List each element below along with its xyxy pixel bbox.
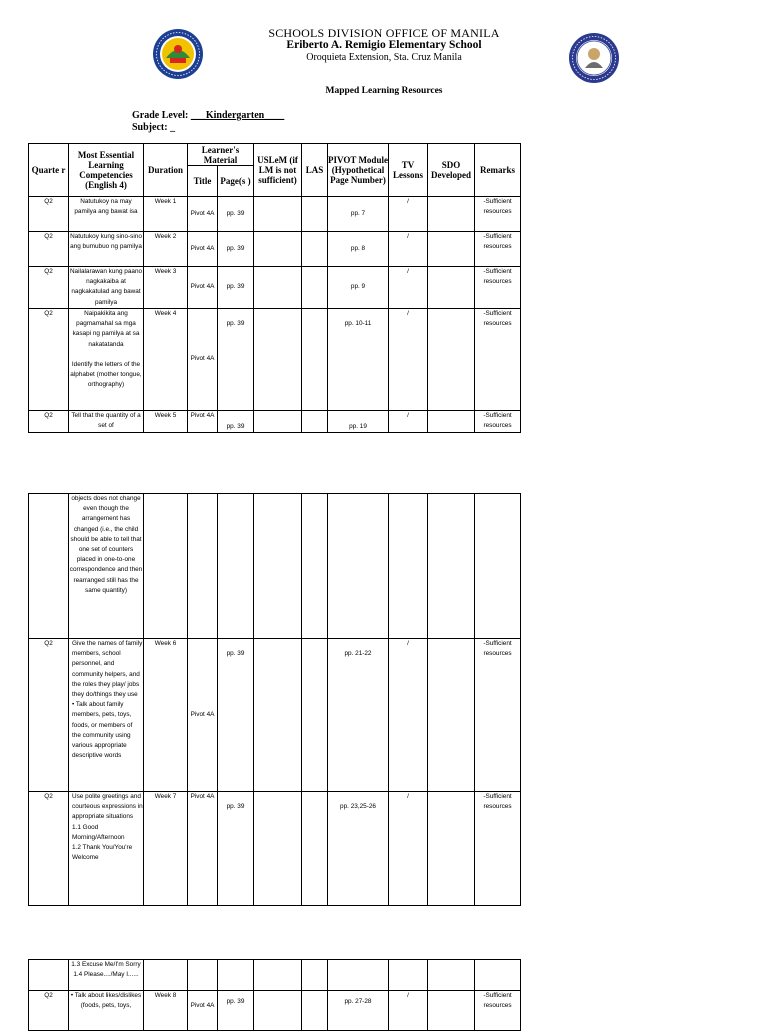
grade-level-line (132, 110, 284, 121)
sdo-cell (428, 267, 475, 309)
lm-title-cell: Pivot 4A (188, 411, 218, 433)
sdo-cell (428, 197, 475, 232)
header-duration: Duration (144, 144, 188, 197)
quarter-cell: Q2 (29, 411, 69, 433)
pivot-cell (328, 494, 389, 639)
quarter-cell: Q2 (29, 309, 69, 411)
lm-pages-cell: pp. 39 (218, 309, 254, 411)
tv-lessons-cell (389, 494, 428, 639)
lm-pages-cell: pp. 39 (218, 411, 254, 433)
pivot-cell: pp. 21-22 (328, 639, 389, 792)
las-cell (302, 232, 328, 267)
duration-cell: Week 3 (144, 267, 188, 309)
duration-cell (144, 960, 188, 991)
lm-title-cell: Pivot 4A (188, 267, 218, 309)
lm-pages-cell: pp. 39 (218, 991, 254, 1031)
remarks-cell: -Sufficient resources (475, 309, 521, 411)
tv-lessons-cell (389, 960, 428, 991)
table-row (29, 232, 521, 267)
quarter-cell: Q2 (29, 267, 69, 309)
header-tv-lessons: TV Lessons (389, 144, 428, 197)
sdo-cell (428, 309, 475, 411)
header-pivot: PIVOT Module (Hypothetical Page Number) (328, 144, 389, 197)
uslem-cell (254, 232, 302, 267)
table-row (29, 960, 521, 991)
lm-title-cell: Pivot 4A (188, 991, 218, 1031)
lm-title-cell: Pivot 4A (188, 197, 218, 232)
competency-cell: • Talk about likes/dislikes (foods, pets, toys, (69, 991, 144, 1031)
pivot-cell (328, 960, 389, 991)
remarks-cell: -Sufficient resources (475, 232, 521, 267)
header-las: LAS (302, 144, 328, 197)
subject-line (132, 122, 175, 133)
uslem-cell (254, 411, 302, 433)
tv-lessons-cell: / (389, 309, 428, 411)
las-cell (302, 792, 328, 906)
quarter-cell (29, 494, 69, 639)
tv-lessons-cell: / (389, 411, 428, 433)
uslem-cell (254, 792, 302, 906)
header-quarter: Quarte r (29, 144, 69, 197)
header-remarks: Remarks (475, 144, 521, 197)
uslem-cell (254, 267, 302, 309)
remarks-cell: -Sufficient resources (475, 267, 521, 309)
lm-pages-cell: pp. 39 (218, 197, 254, 232)
duration-cell: Week 4 (144, 309, 188, 411)
lm-title-cell: Pivot 4A (188, 639, 218, 792)
table-row (29, 639, 521, 792)
competency-cell: 1.3 Excuse Me/I'm Sorry 1.4 Please..../May I...... (69, 960, 144, 991)
las-cell (302, 960, 328, 991)
las-cell (302, 309, 328, 411)
pivot-cell: pp. 10-11 (328, 309, 389, 411)
lm-pages-cell: pp. 39 (218, 267, 254, 309)
las-cell (302, 197, 328, 232)
table-row (29, 309, 521, 411)
duration-cell: Week 2 (144, 232, 188, 267)
sdo-cell (428, 991, 475, 1031)
tv-lessons-cell: / (389, 197, 428, 232)
duration-cell: Week 5 (144, 411, 188, 433)
remarks-cell (475, 960, 521, 991)
uslem-cell (254, 639, 302, 792)
tv-lessons-cell: / (389, 232, 428, 267)
subject-label: Subject: (132, 122, 168, 133)
lm-pages-cell (218, 960, 254, 991)
subject-value: _ (170, 122, 176, 133)
competency-cell: Give the names of family members, school personnel, and community helpers, and the roles they play/ jobs they do/things they use • Talk about family members, pets, toys, foods, or members of the community using various appropriate descriptive words (69, 639, 144, 792)
duration-cell: Week 7 (144, 792, 188, 906)
lm-pages-cell: pp. 39 (218, 232, 254, 267)
duration-cell (144, 494, 188, 639)
tv-lessons-cell: / (389, 639, 428, 792)
quarter-cell: Q2 (29, 639, 69, 792)
sdo-cell (428, 639, 475, 792)
competency-cell: Use polite greetings and courteous expressions in appropriate situations 1.1 Good Morning/Afternoon 1.2 Thank You/You're Welcome (69, 792, 144, 906)
pivot-cell: pp. 8 (328, 232, 389, 267)
sdo-cell (428, 960, 475, 991)
sdo-cell (428, 792, 475, 906)
header-uslem: USLeM (if LM is not sufficient) (254, 144, 302, 197)
remarks-cell (475, 494, 521, 639)
remarks-cell: -Sufficient resources (475, 991, 521, 1031)
table-row (29, 792, 521, 906)
header-pages: Page(s ) (218, 166, 254, 197)
competency-cell: objects does not change even though the arrangement has changed (i.e., the child should be able to tell that one set of counters placed in one-to-one correspondence and then rearranged still has the same quantity) (69, 494, 144, 639)
tv-lessons-cell: / (389, 792, 428, 906)
las-cell (302, 991, 328, 1031)
header-competencies: Most Essential Learning Competencies (English 4) (69, 144, 144, 197)
lm-title-cell: Pivot 4A (188, 792, 218, 906)
header-sdo-developed: SDO Developed (428, 144, 475, 197)
remarks-cell: -Sufficient resources (475, 792, 521, 906)
pivot-cell: pp. 23,25-26 (328, 792, 389, 906)
las-cell (302, 411, 328, 433)
pivot-cell: pp. 19 (328, 411, 389, 433)
resources-table-part-1 (28, 143, 521, 433)
quarter-cell (29, 960, 69, 991)
lm-title-cell (188, 494, 218, 639)
remarks-cell: -Sufficient resources (475, 197, 521, 232)
uslem-cell (254, 960, 302, 991)
quarter-cell: Q2 (29, 991, 69, 1031)
tv-lessons-cell: / (389, 267, 428, 309)
division-office-title: SCHOOLS DIVISION OFFICE OF MANILA (268, 26, 500, 40)
tv-lessons-cell: / (389, 991, 428, 1031)
uslem-cell (254, 197, 302, 232)
uslem-cell (254, 991, 302, 1031)
uslem-cell (254, 309, 302, 411)
lm-title-cell: Pivot 4A (188, 232, 218, 267)
competency-cell: Natutukoy kung sino-sino ang bumubuo ng pamilya (69, 232, 144, 267)
las-cell (302, 494, 328, 639)
sdo-cell (428, 494, 475, 639)
competency-cell: Tell that the quantity of a set of (69, 411, 144, 433)
table-row (29, 991, 521, 1031)
quarter-cell: Q2 (29, 197, 69, 232)
header-title: Title (188, 166, 218, 197)
lm-title-cell (188, 960, 218, 991)
lm-title-cell: Pivot 4A (188, 309, 218, 411)
grade-level-value: ___Kindergarten____ (190, 110, 285, 121)
table-row (29, 411, 521, 433)
document-title: Mapped Learning Resources (325, 86, 443, 96)
quarter-cell: Q2 (29, 232, 69, 267)
table-row (29, 197, 521, 232)
table-row (29, 267, 521, 309)
remarks-cell: -Sufficient resources (475, 639, 521, 792)
pivot-cell: pp. 9 (328, 267, 389, 309)
remarks-cell: -Sufficient resources (475, 411, 521, 433)
sdo-cell (428, 232, 475, 267)
competency-cell: Naipakikita ang pagmamahal sa mga kasapi ng pamilya at sa nakatatanda Identify the letters of the alphabet (mother tongue, orthography) (69, 309, 144, 411)
lm-pages-cell: pp. 39 (218, 792, 254, 906)
resources-table-part-3 (28, 959, 521, 1031)
table-row (29, 494, 521, 639)
school-name: Eriberto A. Remigio Elementary School (286, 39, 482, 51)
competency-cell: Natutukoy na may pamilya ang bawat isa (69, 197, 144, 232)
competency-cell: Nailalarawan kung paano nagkakaiba at nagkakatulad ang bawat pamilya (69, 267, 144, 309)
pivot-cell: pp. 27-28 (328, 991, 389, 1031)
lm-pages-cell: pp. 39 (218, 639, 254, 792)
duration-cell: Week 8 (144, 991, 188, 1031)
sdo-cell (428, 411, 475, 433)
grade-level-label: Grade Level: (132, 110, 189, 121)
resources-table-part-2 (28, 493, 521, 906)
header-learners-material: Learner's Material (188, 144, 254, 166)
las-cell (302, 267, 328, 309)
quarter-cell: Q2 (29, 792, 69, 906)
lm-pages-cell (218, 494, 254, 639)
duration-cell: Week 1 (144, 197, 188, 232)
duration-cell: Week 6 (144, 639, 188, 792)
school-address: Oroquieta Extension, Sta. Cruz Manila (306, 52, 462, 63)
las-cell (302, 639, 328, 792)
uslem-cell (254, 494, 302, 639)
pivot-cell: pp. 7 (328, 197, 389, 232)
